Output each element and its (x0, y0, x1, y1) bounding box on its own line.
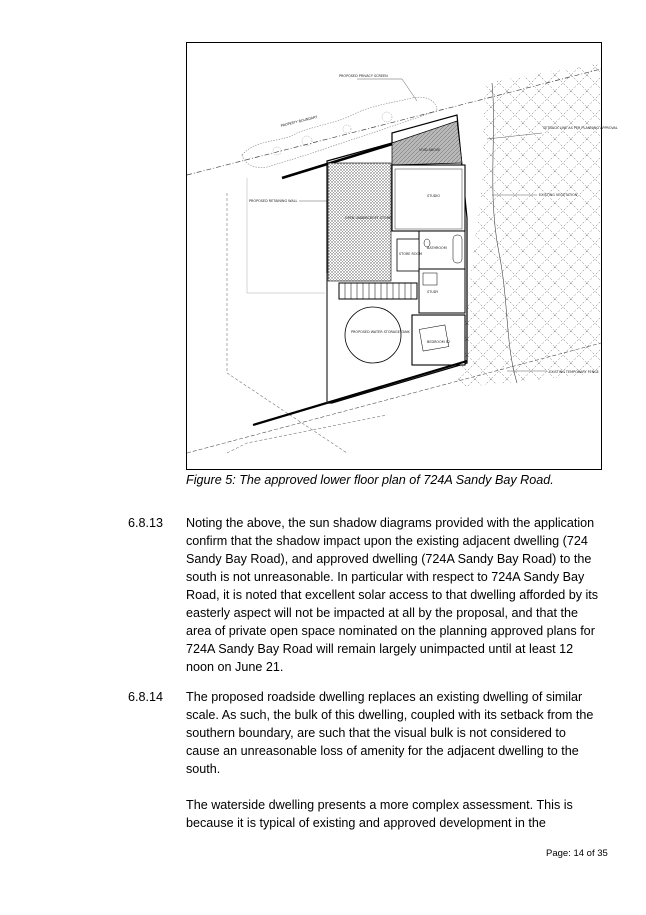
paragraph-line: noon on June 21. (186, 660, 284, 674)
paragraph-line: Sandy Bay Road), and approved dwelling (724A Sandy Bay Road) to the (186, 552, 592, 566)
paragraph-line: because it is typical of existing and approved development in the (186, 816, 546, 830)
paragraph-line: area of private open space nominated on the planning approved plans for (186, 624, 595, 638)
label-study: STUDY (427, 290, 439, 294)
water-tank (345, 307, 401, 363)
continuation-paragraph (186, 796, 606, 832)
stairs (339, 283, 417, 299)
paragraph-line: scale. As such, the bulk of this dwelling, coupled with its setback from the (186, 708, 594, 722)
label-studio: STUDIO (427, 194, 440, 198)
paragraph-line: southern boundary, are such that the visual bulk is not considered to (186, 726, 566, 740)
label-bathroom: BATHROOM (427, 246, 447, 250)
label-retaining-wall: PROPOSED RETAINING WALL (249, 199, 298, 203)
paragraph-line: 724A Sandy Bay Road will remain largely unimpacted until at least 12 (186, 642, 574, 656)
label-temporary-fence: EXISTING TEMPORARY FENCE (549, 370, 599, 374)
label-void: VOID ABOVE (419, 148, 441, 152)
paragraph-line: south. (186, 762, 221, 776)
boundary-wall (253, 361, 467, 425)
paragraph-line: easterly aspect will not be impacted at all by the proposal, and that the (186, 606, 579, 620)
floor-plan-drawing (187, 43, 618, 469)
paragraph-line: The waterside dwelling presents a more complex assessment. This is (186, 798, 573, 812)
label-property-boundary: PROPERTY BOUNDARY (280, 114, 318, 128)
void-area (392, 121, 462, 165)
easement-area (457, 63, 601, 388)
label-store: STORE ROOM (399, 252, 423, 256)
section-paragraph (186, 514, 606, 676)
bathroom-room (419, 231, 465, 269)
paragraph-line: south is not unreasonable. In particular with respect to 724A Sandy Bay (186, 570, 585, 584)
label-privacy-screen: PROPOSED PRIVACY SCREEN (339, 74, 388, 78)
label-water-tank: PROPOSED WATER STORAGE TANK (351, 330, 410, 334)
section-number: 6.8.13 (128, 516, 164, 530)
figure-caption: Figure 5: The approved lower floor plan of 724A Sandy Bay Road. (186, 473, 554, 487)
undercroft-area (328, 163, 391, 281)
study-room (419, 269, 465, 313)
section-paragraph (186, 688, 606, 778)
section-number: 6.8.14 (128, 690, 164, 704)
floor-plan-figure (186, 42, 618, 470)
page-number: Page: 14 of 35 (546, 848, 608, 859)
studio-room (392, 165, 465, 231)
label-vegetation: EXISTING VEGETATION (539, 193, 578, 197)
label-setback-line: SETBACK LINE AS PER PLANNING APPROVAL (543, 126, 618, 130)
paragraph-line: Noting the above, the sun shadow diagrams provided with the application (186, 516, 595, 530)
paragraph-line: cause an unreasonable loss of amenity for the adjacent dwelling to the (186, 744, 579, 758)
label-bedroom: BEDROOM 02 (427, 340, 451, 344)
paragraph-line: Road, it is noted that excellent solar access to that dwelling afforded by its (186, 588, 599, 602)
paragraph-line: The proposed roadside dwelling replaces an existing dwelling of similar (186, 690, 583, 704)
label-open-undercroft: OPEN UNDERCROFT STORE (345, 216, 392, 220)
paragraph-line: confirm that the shadow impact upon the existing adjacent dwelling (724 (186, 534, 588, 548)
